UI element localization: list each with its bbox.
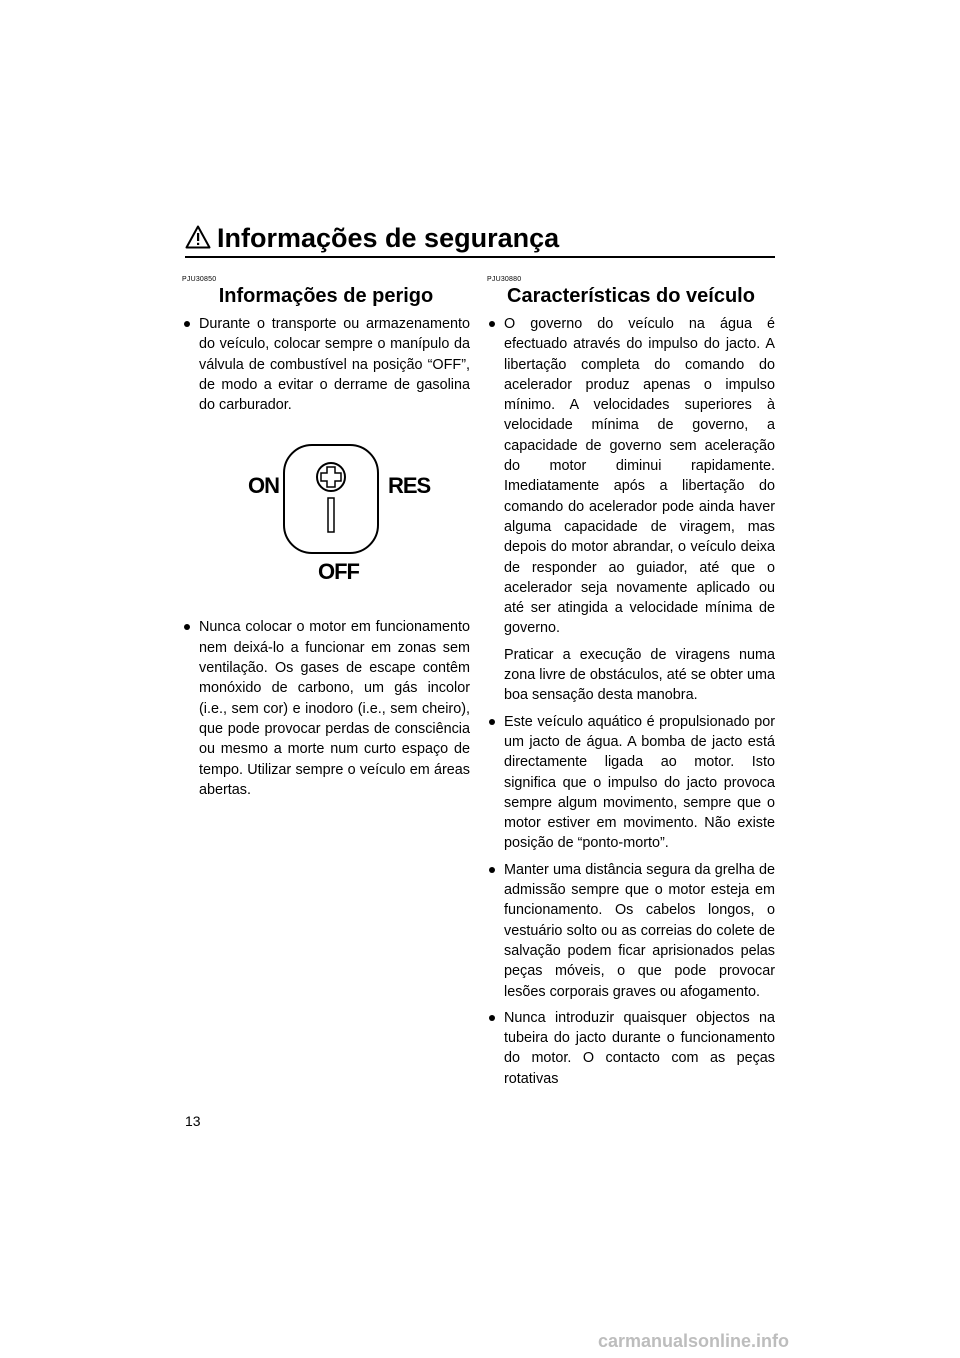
diagram-label-on: ON xyxy=(248,473,279,499)
diagram-label-res: RES xyxy=(388,473,431,499)
diagram-label-off: OFF xyxy=(318,559,359,585)
list-item-text: Nunca colocar o motor em funcionamento nem deixá-lo a funcionar em zonas sem ventilação. Os gases de escape contêm monóxido de carbono, um gás incolor (i.e., sem cor) e inodoro (i.e., sem cheiro), que pode provocar perdas de consciência ou mesmo a morte num curto espaço de tempo. Utilizar sempre o veículo em áreas abertas. xyxy=(199,619,470,798)
right-column xyxy=(487,275,775,1095)
bullet-icon xyxy=(184,624,190,630)
list-item xyxy=(182,617,470,800)
bullet-icon xyxy=(184,321,190,327)
left-column xyxy=(182,275,470,806)
bullet-icon xyxy=(489,321,495,327)
list-item xyxy=(487,1008,775,1089)
list-item-text: Nunca introduzir quaisquer objectos na tubeira do jacto durante o funcionamento do motor. O contacto com as peças rotativas xyxy=(504,1009,775,1087)
list-item-text: O governo do veículo na água é efectuado através do impulso do jacto. A libertação completa do comando do acelerador produz apenas o impulso mínimo. A velocidades superiores à velocidade mínima de governo, a capacidade de governo sem aceleração do motor diminui rapidamente. Imediatamente após a libertação do comando do acelerador pode ainda haver alguma capacidade de viragem, mas depois do motor abrandar, o veículo deixa de responder ao guiador, até que o acelerador seja novamente aplicado ou até ser atingida a velocidade mínima de governo. xyxy=(504,316,775,637)
page-number: 13 xyxy=(185,1113,201,1129)
list-item-text: Este veículo aquático é propulsionado por um jacto de água. A bomba de jacto está directamente ligada ao motor. Isto significa que o impulso do jacto provoca sempre algum movimento, sempre que o motor estiver em movimento. Não existe posição de “ponto-morto”. xyxy=(504,713,775,852)
list-item-paragraph: Praticar a execução de viragens numa zona livre de obstáculos, até se obter uma boa sensação desta manobra. xyxy=(504,646,775,704)
valve-pointer xyxy=(328,498,334,532)
bullet-icon xyxy=(489,719,495,725)
bullet-icon xyxy=(489,1015,495,1021)
watermark: carmanualsonline.info xyxy=(598,1331,790,1351)
page-title: Informações de segurança xyxy=(217,223,560,253)
warning-triangle-icon xyxy=(185,225,211,249)
list-item xyxy=(182,314,470,415)
bullet-icon xyxy=(489,867,495,873)
section-code: PJU30850 xyxy=(182,276,217,283)
list-item-text: Manter uma distância segura da grelha de admissão sempre que o motor esteja em funcionamento. Os cabelos longos, o vestuário solto ou as correias do colete de salvação podem ficar aprisionados pelas peças móveis, o que pode provocar lesões corporais graves ou afogamento. xyxy=(504,861,775,1000)
section-code: PJU30880 xyxy=(487,276,522,283)
list-item xyxy=(487,314,775,639)
section-title-vehicle: Características do veículo xyxy=(507,285,755,307)
page-header xyxy=(185,222,775,258)
list-item xyxy=(487,712,775,854)
list-item xyxy=(487,860,775,1002)
list-item-text: Durante o transporte ou armazenamento do veículo, colocar sempre o manípulo da válvula de combustível na posição “OFF”, de modo a evitar o derrame de gasolina do carburador. xyxy=(199,316,470,414)
fuel-valve-diagram xyxy=(242,441,431,591)
section-title-hazard: Informações de perigo xyxy=(218,285,434,307)
